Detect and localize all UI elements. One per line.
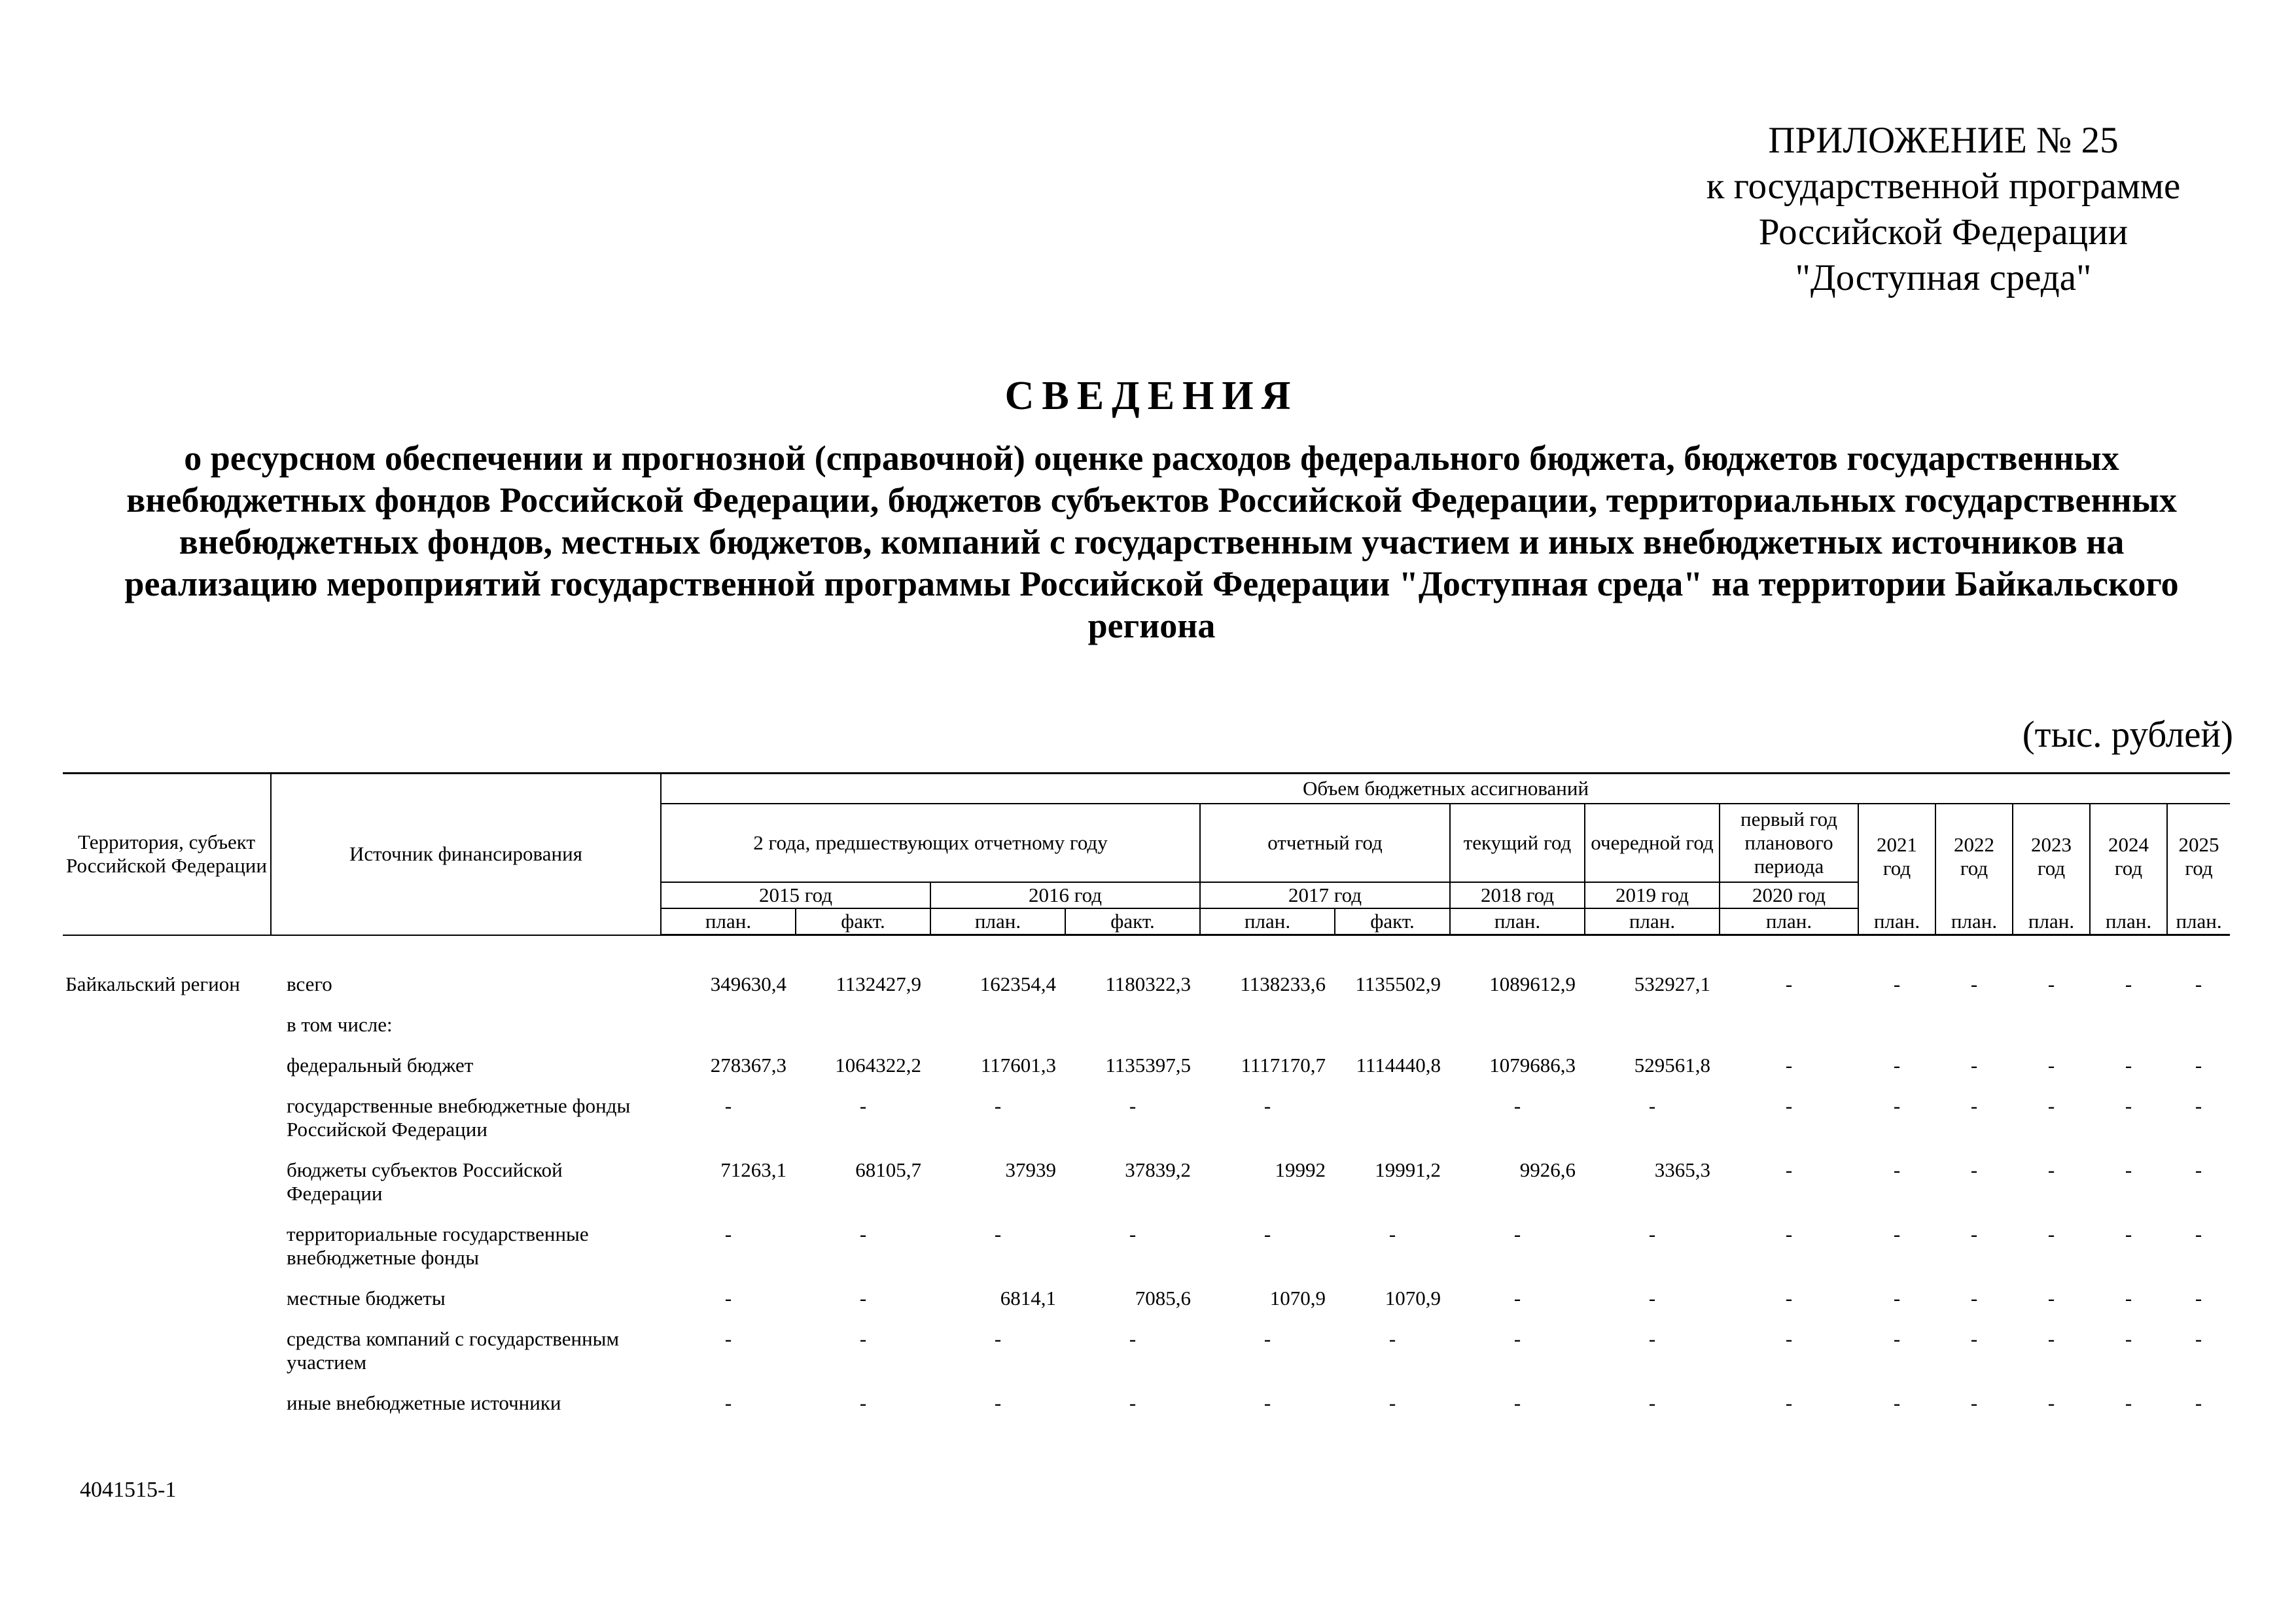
header-plan-2016: план. (930, 908, 1065, 935)
document-heading (65, 366, 2238, 647)
value-cell: 349630,4 (710, 972, 786, 995)
table-row (63, 1094, 2230, 1158)
value-cell: - (2047, 1054, 2055, 1077)
value-cell: - (859, 1327, 867, 1350)
value-cell: - (2195, 1327, 2202, 1350)
value-cell: - (1388, 1327, 1396, 1350)
source-cell: всего (287, 972, 332, 995)
value-cell: - (1785, 1287, 1793, 1310)
header-plan-2023: план. (2013, 908, 2090, 935)
header-plan-2019: план. (1585, 908, 1720, 935)
value-cell: - (1785, 1158, 1793, 1181)
value-cell: - (859, 1094, 867, 1117)
value-cell: - (994, 1222, 1002, 1245)
value-cell: - (1785, 1054, 1793, 1077)
header-reporting-year: отчетный год (1200, 804, 1450, 882)
value-cell: - (1263, 1391, 1271, 1414)
value-cell: - (2125, 1222, 2132, 1245)
header-year-2017: 2017 год (1200, 882, 1450, 908)
value-cell: - (1893, 972, 1901, 995)
appendix-line-1: к государственной программе (1706, 166, 2181, 207)
value-cell: - (1970, 1054, 1978, 1077)
value-cell (1450, 1013, 1585, 1054)
value-cell (2090, 1013, 2167, 1054)
value-cell: - (859, 1287, 867, 1310)
header-fact-2015: факт. (796, 908, 930, 935)
value-cell (661, 1013, 796, 1054)
value-cell: 1117170,7 (1241, 1054, 1326, 1077)
value-cell: - (724, 1287, 732, 1310)
value-cell: 68105,7 (855, 1158, 921, 1181)
header-2022: 2022 год (1935, 804, 2013, 908)
value-cell: - (1648, 1327, 1656, 1350)
header-2023: 2023 год (2013, 804, 2090, 908)
value-cell: - (724, 1222, 732, 1245)
header-plan-2022: план. (1935, 908, 2013, 935)
value-cell: 37839,2 (1125, 1158, 1191, 1181)
value-cell: 19992 (1275, 1158, 1326, 1181)
value-cell (1935, 1013, 2013, 1054)
value-cell: - (1785, 1094, 1793, 1117)
value-cell: - (1263, 1327, 1271, 1350)
header-plan-2020: план. (1720, 908, 1858, 935)
value-cell: - (2125, 1327, 2132, 1350)
value-cell: - (1785, 1222, 1793, 1245)
header-two-years: 2 года, предшествующих отчетному году (661, 804, 1200, 882)
value-cell: 278367,3 (710, 1054, 786, 1077)
value-cell: 1089612,9 (1489, 972, 1576, 995)
value-cell: - (1129, 1391, 1137, 1414)
value-cell: - (2047, 1094, 2055, 1117)
value-cell: 37939 (1005, 1158, 1056, 1181)
value-cell: 1180322,3 (1105, 972, 1191, 995)
source-cell: государственные внебюджетные фонды Российской Федерации (287, 1094, 631, 1141)
table-row (63, 935, 2230, 1014)
table-row (63, 1054, 2230, 1094)
value-cell: 71263,1 (720, 1158, 786, 1181)
value-cell: 19991,2 (1375, 1158, 1441, 1181)
value-cell: - (1893, 1287, 1901, 1310)
source-cell: федеральный бюджет (287, 1054, 474, 1077)
value-cell: 1064322,2 (835, 1054, 921, 1077)
header-territory: Территория, субъект Российской Федерации (63, 774, 271, 935)
header-current-year: текущий год (1450, 804, 1585, 882)
value-cell: - (2125, 1094, 2132, 1117)
header-year-2020: 2020 год (1720, 882, 1858, 908)
value-cell: - (859, 1391, 867, 1414)
value-cell (1200, 1013, 1335, 1054)
source-cell: местные бюджеты (287, 1287, 446, 1310)
header-budget-group: Объем бюджетных ассигнований (661, 774, 2230, 804)
source-cell: бюджеты субъектов Российской Федерации (287, 1158, 563, 1205)
value-cell (1720, 1013, 1858, 1054)
value-cell (1858, 1013, 1935, 1054)
territory-cell: Байкальский регион (65, 972, 240, 995)
value-cell: 7085,6 (1135, 1287, 1191, 1310)
value-cell: - (2047, 1287, 2055, 1310)
appendix-line-2: Российской Федерации (1758, 211, 2128, 253)
header-2021: 2021 год (1858, 804, 1935, 908)
document-number: 4041515-1 (80, 1478, 177, 1502)
value-cell: - (1129, 1327, 1137, 1350)
value-cell (2167, 1013, 2230, 1054)
value-cell: 1138233,6 (1240, 972, 1326, 995)
value-cell: - (1263, 1094, 1271, 1117)
table-row (63, 1287, 2230, 1327)
header-year-2018: 2018 год (1450, 882, 1585, 908)
value-cell: - (1970, 1158, 1978, 1181)
header-2024: 2024 год (2090, 804, 2167, 908)
value-cell: 3365,3 (1654, 1158, 1710, 1181)
value-cell: - (2195, 1287, 2202, 1310)
value-cell: - (2195, 1054, 2202, 1077)
header-year-2019: 2019 год (1585, 882, 1720, 908)
value-cell: - (1513, 1287, 1521, 1310)
header-fact-2017: факт. (1335, 908, 1450, 935)
value-cell: - (859, 1222, 867, 1245)
header-plan-2024: план. (2090, 908, 2167, 935)
header-plan-2015: план. (661, 908, 796, 935)
value-cell: - (2047, 1327, 2055, 1350)
value-cell: - (1513, 1327, 1521, 1350)
value-cell: - (994, 1327, 1002, 1350)
value-cell: - (2125, 1287, 2132, 1310)
value-cell: 1132427,9 (836, 972, 921, 995)
header-year-2016: 2016 год (930, 882, 1200, 908)
value-cell: 9926,6 (1519, 1158, 1576, 1181)
value-cell: - (2047, 1158, 2055, 1181)
source-cell: в том числе: (287, 1013, 393, 1036)
value-cell: - (2195, 1094, 2202, 1117)
value-cell: 1070,9 (1385, 1287, 1441, 1310)
appendix-title: ПРИЛОЖЕНИЕ № 25 (1768, 120, 2119, 161)
value-cell: 529561,8 (1634, 1054, 1710, 1077)
value-cell: - (1970, 1327, 1978, 1350)
header-source: Источник финансирования (271, 774, 661, 935)
value-cell: - (1388, 1391, 1396, 1414)
value-cell: - (1513, 1094, 1521, 1117)
value-cell: - (1513, 1222, 1521, 1245)
value-cell: - (2125, 1391, 2132, 1414)
appendix-line-3: "Доступная среда" (1795, 257, 2092, 298)
value-cell: - (1513, 1391, 1521, 1414)
table-row (63, 1222, 2230, 1287)
value-cell (1065, 1013, 1200, 1054)
header-plan-2021: план. (1858, 908, 1935, 935)
value-cell: - (2125, 1158, 2132, 1181)
value-cell: - (1893, 1391, 1901, 1414)
value-cell: - (1263, 1222, 1271, 1245)
value-cell (1585, 1013, 1720, 1054)
value-cell: - (994, 1094, 1002, 1117)
value-cell: - (1893, 1158, 1901, 1181)
value-cell: - (1970, 1222, 1978, 1245)
value-cell: 1135502,9 (1355, 972, 1441, 995)
value-cell: - (1388, 1222, 1396, 1245)
value-cell: - (2047, 972, 2055, 995)
value-cell: 117601,3 (980, 1054, 1056, 1077)
header-plan-2025: план. (2167, 908, 2230, 935)
value-cell (930, 1013, 1065, 1054)
value-cell: - (1893, 1327, 1901, 1350)
value-cell: - (2047, 1222, 2055, 1245)
header-next-year: очередной год (1585, 804, 1720, 882)
source-cell: территориальные государственные внебюджетные фонды (287, 1222, 589, 1269)
value-cell: - (2195, 1158, 2202, 1181)
value-cell: - (1129, 1222, 1137, 1245)
header-plan-2018: план. (1450, 908, 1585, 935)
value-cell: - (1970, 1287, 1978, 1310)
table-body (63, 935, 2230, 1433)
header-2025: 2025 год (2167, 804, 2230, 908)
header-fact-2016: факт. (1065, 908, 1200, 935)
value-cell: - (1785, 1391, 1793, 1414)
value-cell: 6814,1 (1000, 1287, 1056, 1310)
table-row (63, 1013, 2230, 1054)
value-cell: - (1893, 1222, 1901, 1245)
value-cell (796, 1013, 930, 1054)
table-row (63, 1327, 2230, 1391)
value-cell: - (1129, 1094, 1137, 1117)
value-cell: - (2195, 972, 2202, 995)
value-cell: - (724, 1391, 732, 1414)
value-cell: - (2125, 1054, 2132, 1077)
document-subtitle: о ресурсном обеспечении и прогнозной (справочной) оценке расходов федерального бюджета, бюджетов государственных внебюджетных фондов Российской Федерации, бюджетов субъектов Российской Федерации, территориальных государственных внебюджетных фондов, местных бюджетов, компаний с государственным участием и иных внебюджетных источников на реализацию мероприятий государственной программы Российской Федерации "Доступная среда" на территории Байкальского региона (124, 438, 2179, 645)
value-cell: 162354,4 (980, 972, 1056, 995)
unit-label: (тыс. рублей) (2022, 714, 2233, 755)
value-cell: - (724, 1327, 732, 1350)
value-cell: - (2125, 972, 2132, 995)
value-cell: - (1893, 1054, 1901, 1077)
source-cell: средства компаний с государственным участием (287, 1327, 620, 1374)
appendix-block (1662, 118, 2225, 301)
value-cell: 532927,1 (1634, 972, 1710, 995)
value-cell: - (1785, 1327, 1793, 1350)
value-cell: - (724, 1094, 732, 1117)
header-year-2015: 2015 год (661, 882, 930, 908)
value-cell: - (1893, 1094, 1901, 1117)
value-cell (2013, 1013, 2090, 1054)
value-cell: - (1970, 972, 1978, 995)
value-cell: 1135397,5 (1105, 1054, 1191, 1077)
value-cell: - (994, 1391, 1002, 1414)
document-title: СВЕДЕНИЯ (1004, 374, 1299, 418)
table-row (63, 1158, 2230, 1222)
table-row (63, 1391, 2230, 1432)
value-cell: 1079686,3 (1489, 1054, 1576, 1077)
value-cell: - (1648, 1391, 1656, 1414)
value-cell: - (2195, 1391, 2202, 1414)
value-cell: 1070,9 (1269, 1287, 1326, 1310)
value-cell: - (2195, 1222, 2202, 1245)
value-cell: - (1970, 1094, 1978, 1117)
header-first-plan-year: первый год планового периода (1720, 804, 1858, 882)
value-cell: - (1648, 1287, 1656, 1310)
value-cell: - (2047, 1391, 2055, 1414)
value-cell: - (1970, 1391, 1978, 1414)
value-cell: - (1648, 1222, 1656, 1245)
value-cell (1335, 1013, 1450, 1054)
value-cell: - (1648, 1094, 1656, 1117)
source-cell: иные внебюджетные источники (287, 1391, 561, 1414)
value-cell (1335, 1094, 1450, 1158)
header-plan-2017: план. (1200, 908, 1335, 935)
budget-table (63, 772, 2230, 1432)
value-cell: 1114440,8 (1356, 1054, 1441, 1077)
value-cell: - (1785, 972, 1793, 995)
